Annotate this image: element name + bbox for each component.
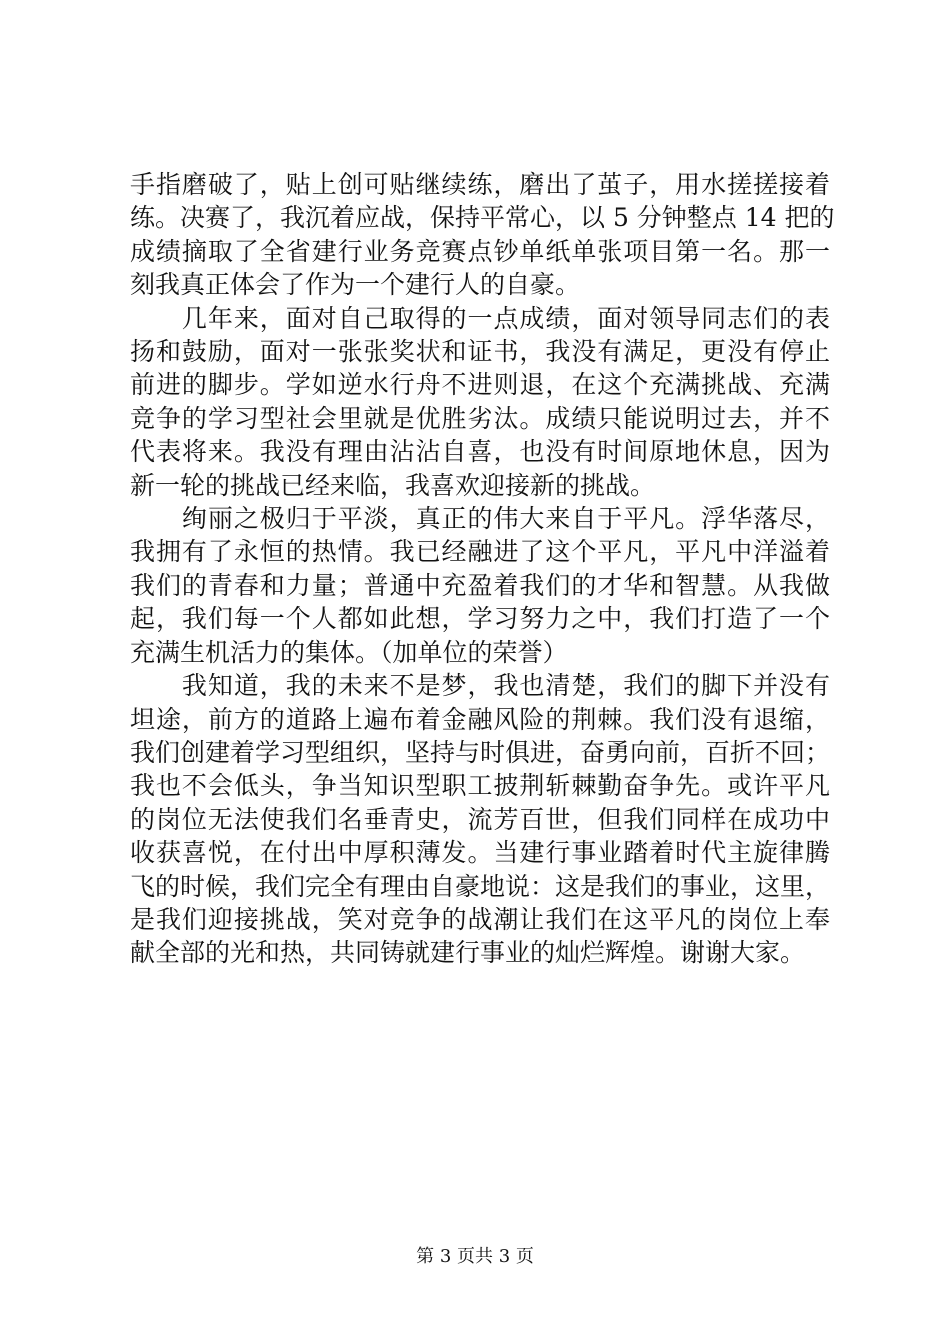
text-line: 扬和鼓励，面对一张张奖状和证书，我没有满足，更没有停止 (130, 337, 830, 367)
text-line: 是我们迎接挑战，笑对竞争的战潮让我们在这平凡的岗位上奉 (130, 904, 830, 934)
text-line: 坦途，前方的道路上遍布着金融风险的荆棘。我们没有退缩， (130, 704, 830, 734)
text-line: 手指磨破了，贴上创可贴继续练，磨出了茧子，用水搓搓接着 (130, 170, 830, 199)
text-line: 的岗位无法使我们名垂青史，流芳百世，但我们同样在成功中 (130, 804, 830, 834)
text-line: 献全部的光和热，共同铸就建行事业的灿烂辉煌。谢谢大家。 (130, 938, 806, 968)
text-line: 收获喜悦，在付出中厚积薄发。当建行事业踏着时代主旋律腾 (130, 838, 830, 868)
document-body (130, 168, 835, 970)
text-line: 新一轮的挑战已经来临，我喜欢迎接新的挑战。 (130, 470, 656, 500)
text-line: 前进的脚步。学如逆水行舟不进则退，在这个充满挑战、充满 (130, 370, 830, 400)
text-line: 刻我真正体会了作为一个建行人的自豪。 (130, 270, 581, 300)
page-number: 第 3 页 (416, 1246, 475, 1267)
text-line: 我也不会低头，争当知识型职工披荆斩棘勤奋争先。或许平凡 (130, 771, 830, 801)
text-line: 我们创建着学习型组织，坚持与时俱进，奋勇向前，百折不回； (130, 737, 831, 767)
text-line: 绚丽之极归于平淡，真正的伟大来自于平凡。浮华落尽， (130, 504, 830, 534)
text-line: 飞的时候，我们完全有理由自豪地说：这是我们的事业，这里， (130, 871, 831, 901)
text-line: 代表将来。我没有理由沾沾自喜，也没有时间原地休息，因为 (130, 437, 830, 467)
text-line: 我们的青春和力量；普通中充盈着我们的才华和智慧。从我做 (130, 570, 830, 600)
text-line: 竞争的学习型社会里就是优胜劣汰。成绩只能说明过去，并不 (130, 403, 830, 433)
text-line: 我知道，我的未来不是梦，我也清楚，我们的脚下并没有 (130, 671, 830, 701)
text-line: 几年来，面对自己取得的一点成绩，面对领导同志们的表 (130, 303, 830, 333)
page-footer (0, 1245, 950, 1269)
text-line: 练。决赛了，我沉着应战，保持平常心，以 5 分钟整点 14 把的 (130, 203, 835, 233)
page-total: 共 3 页 (475, 1246, 534, 1267)
text-line: 成绩摘取了全省建行业务竞赛点钞单纸单张项目第一名。那一 (130, 236, 830, 266)
text-line: 我拥有了永恒的热情。我已经融进了这个平凡，平凡中洋溢着 (130, 537, 830, 567)
text-line: 起，我们每一个人都如此想，学习努力之中，我们打造了一个 (130, 604, 830, 634)
text-line: 充满生机活力的集体。（加单位的荣誉） (130, 637, 568, 667)
